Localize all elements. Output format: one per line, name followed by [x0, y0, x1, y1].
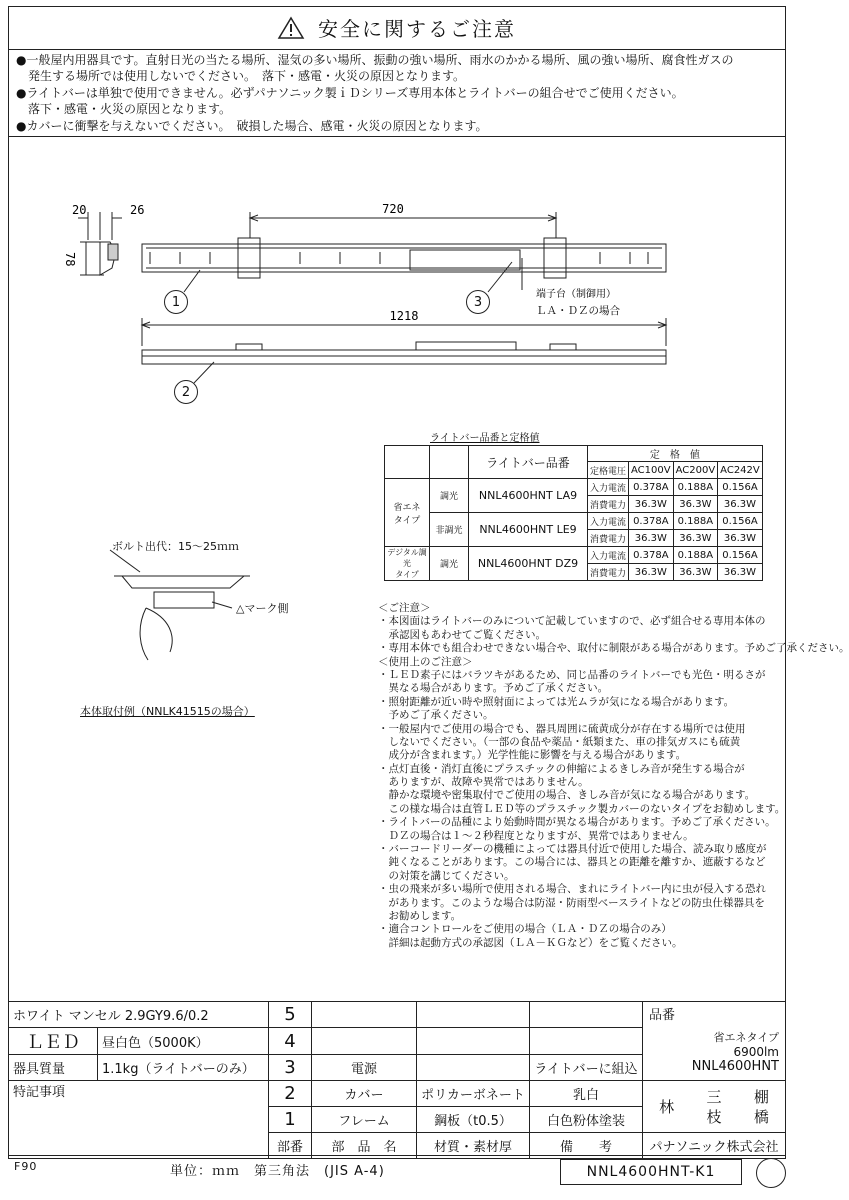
row-current: 入力電流	[588, 513, 629, 530]
nondim-cell: 非調光	[430, 513, 469, 547]
led-value: 昼白色（5000K）	[98, 1028, 269, 1055]
note-line: があります。このような場合は防湿・防雨型ベースライトなどの防虫仕様器具を	[378, 896, 765, 909]
product-cell: NNL4600HNT LA9	[469, 479, 588, 513]
note-line: ・専用本体でも組合わせできない場合や、取付に制限がある場合があります。予めご了承ください。	[378, 642, 849, 655]
note-line: ・虫の飛来が多い場所で使用される場合、まれにライトバー内に虫が侵入する恐れ	[378, 883, 766, 896]
note-line: この様な場合は直管ＬＥＤ等のプラスチック製カバーのないタイプをお勧めします。	[378, 802, 786, 815]
r3-name: 電源	[312, 1055, 417, 1081]
r2-name: カバー	[312, 1081, 417, 1107]
bolt-label: ボルト出代：15～25ｍｍ	[112, 540, 239, 553]
note-line: ・ライトバーの品種により始動時間が異なる場合があります。予めご了承ください。	[378, 816, 776, 829]
note-line: 成分が含まれます。）光学性能に影響を与える場合があります。	[378, 749, 687, 762]
r1-material: 鋼板（t0.5）	[417, 1107, 530, 1133]
current-cell: 0.188A	[673, 513, 718, 530]
row-current: 入力電流	[588, 479, 629, 496]
unit-label: 単位：ｍｍ 第三角法 (JIS A-4)	[170, 1164, 385, 1179]
safety-title: 安全に関するご注意	[318, 17, 516, 41]
safety-line: ●ライトバーは単独で使用できません。必ずパナソニック製ｉＤシリーズ専用本体とライトバーの組合せでご使用ください。	[16, 86, 684, 100]
note-line: 詳細は起動方式の承認図（ＬＡ－ＫＧなど）をご覧ください。	[378, 936, 683, 949]
note-line: 鈍くなることがあります。この場合には、器具との距離を離すか、遮蔽するなど	[378, 856, 766, 869]
r1-name: フレーム	[312, 1107, 417, 1133]
col-rating: 定 格 値	[588, 446, 763, 462]
safety-line: ●一般屋内用器具です。直射日光の当たる場所、湿気の多い場所、振動の強い場所、雨水のかかる場所、風の強い場所、腐食性ガスの	[16, 53, 734, 67]
note-line: ・照射距離が近い時や照射面によっては光ムラが気になる場合があります。	[378, 695, 735, 708]
part-no: 1	[269, 1107, 312, 1133]
note-line: ・本図面はライトバーのみについて記載していますので、必ず組合せる専用本体の	[378, 615, 766, 628]
power-cell: 36.3W	[673, 564, 718, 581]
col-no: 部番	[269, 1133, 312, 1159]
current-cell: 0.156A	[718, 547, 763, 564]
sign-2: 三	[706, 1087, 722, 1106]
r3-remark: ライトバーに組込	[530, 1055, 643, 1081]
row-current: 入力電流	[588, 547, 629, 564]
dim-cell: 調光	[430, 547, 469, 581]
note-line: ＜ご注意＞	[378, 602, 431, 614]
note-line: しないでください。（一部の食品や薬品・紙類また、車の排気ガスにも硫黄	[378, 735, 741, 748]
dim-720: 720	[382, 202, 404, 216]
special-label: 特記事項	[9, 1081, 269, 1159]
dim-26: 26	[130, 203, 145, 217]
safety-header	[8, 6, 786, 50]
row-power: 消費電力	[588, 564, 629, 581]
hinban-label: 品番	[649, 1008, 676, 1023]
safety-line: ●カバーに衝撃を与えないでください。 破損した場合、感電・火災の原因となります。	[16, 119, 488, 133]
current-cell: 0.378A	[629, 513, 674, 530]
sign-5: 橋	[753, 1107, 769, 1126]
mark-label: △マーク側	[236, 602, 289, 615]
part-no: 5	[269, 1002, 312, 1028]
voltage-cell: AC100V	[629, 462, 674, 479]
spec-table	[384, 445, 763, 581]
fixture-drawing	[0, 140, 792, 430]
sign-4: 枝	[706, 1107, 722, 1126]
power-cell: 36.3W	[629, 496, 674, 513]
power-cell: 36.3W	[718, 530, 763, 547]
sign-1: 林	[659, 1098, 675, 1116]
note-line: 予めご了承ください。	[378, 709, 494, 722]
col-name: 部 品 名	[312, 1133, 417, 1159]
product-cell: NNL4600HNT DZ9	[469, 547, 588, 581]
company: パナソニック株式会社	[643, 1133, 786, 1159]
voltage-cell: AC200V	[673, 462, 718, 479]
note-line: ・適合コントロールをご使用の場合（ＬＡ・ＤＺの場合のみ）	[378, 923, 672, 936]
led-label: ＬＥＤ	[9, 1028, 98, 1055]
voltage-cell: AC242V	[718, 462, 763, 479]
note-line: 承認図もあわせてご覧ください。	[378, 628, 546, 641]
note-line: ・一般屋内でご使用の場合でも、器具周囲に硫黄成分が存在する場所では使用	[378, 722, 746, 735]
part-no: 2	[269, 1081, 312, 1107]
note-line: の対策を講じてください。	[378, 869, 515, 882]
power-cell: 36.3W	[718, 496, 763, 513]
divider	[8, 136, 786, 137]
note-line: ありますが、故障や異常ではありません。	[378, 776, 589, 789]
dim-1218: 1218	[389, 309, 419, 323]
part-no: 4	[269, 1028, 312, 1055]
current-cell: 0.156A	[718, 513, 763, 530]
type-digital: デジタル調光 タイプ	[385, 547, 430, 581]
sign-3: 棚	[753, 1087, 769, 1106]
r2-material: ポリカーボネート	[417, 1081, 530, 1107]
col-material: 材質・素材厚	[417, 1133, 530, 1159]
lumen: 6900lm	[733, 1045, 779, 1059]
mass-label: 器具質量	[9, 1055, 98, 1081]
note-line: ・点灯直後・消灯直後にプラスチックの伸縮によるきしみ音が発生する場合が	[378, 762, 745, 775]
part-callout-3: 3	[466, 290, 490, 314]
dim-78: 78	[63, 252, 77, 267]
part-callout-1: 1	[164, 290, 188, 314]
current-cell: 0.378A	[629, 547, 674, 564]
note-line: 静かな環境や密集取付でご使用の場合、きしみ音が気になる場合があります。	[378, 789, 756, 802]
product-cell: NNL4600HNT LE9	[469, 513, 588, 547]
warning-icon	[278, 17, 304, 39]
part-callout-2: 2	[174, 380, 198, 404]
drawing-number: NNL4600HNT-K1	[560, 1159, 742, 1185]
note-line: ・バーコードリーダーの機種によっては器具付近で使用した場合、読み取り感度が	[378, 843, 767, 856]
power-cell: 36.3W	[629, 530, 674, 547]
power-cell: 36.3W	[629, 564, 674, 581]
power-cell: 36.3W	[718, 564, 763, 581]
finish-label: ホワイト マンセル 2.9GY9.6/0.2	[9, 1002, 269, 1028]
spec-table-title: ライトバー品番と定格値	[430, 433, 540, 444]
notes-block	[378, 602, 849, 950]
form-code: F90	[14, 1160, 38, 1173]
dim-cell: 調光	[430, 479, 469, 513]
revision-circle	[756, 1158, 786, 1188]
mount-caption: 本体取付例（NNLK41515の場合）	[80, 705, 255, 718]
row-power: 消費電力	[588, 530, 629, 547]
terminal-label: 端子台（制御用）	[536, 289, 616, 300]
r2-remark: 乳白	[530, 1081, 643, 1107]
type-eco: 省エネ タイプ	[385, 479, 430, 547]
col-product: ライトバー品番	[469, 446, 588, 479]
note-line: ＤＺの場合は１～２秒程度となりますが、異常ではありません。	[378, 829, 694, 842]
model: NNL4600HNT	[691, 1059, 779, 1074]
terminal-sub: ＬＡ・ＤＺの場合	[536, 305, 620, 317]
power-cell: 36.3W	[673, 530, 718, 547]
current-cell: 0.188A	[673, 547, 718, 564]
current-cell: 0.156A	[718, 479, 763, 496]
current-cell: 0.188A	[673, 479, 718, 496]
title-block	[8, 1001, 786, 1159]
col-remark: 備 考	[530, 1133, 643, 1159]
r1-remark: 白色粉体塗装	[530, 1107, 643, 1133]
note-line: ＜使用上のご注意＞	[378, 655, 473, 668]
safety-line: 発生する場所では使用しないでください。 落下・感電・火災の原因となります。	[16, 69, 466, 83]
mass-value: 1.1kg（ライトバーのみ）	[98, 1055, 269, 1081]
current-cell: 0.378A	[629, 479, 674, 496]
type-text: 省エネタイプ	[713, 1031, 779, 1044]
part-no: 3	[269, 1055, 312, 1081]
dim-20: 20	[72, 203, 87, 217]
col-voltage: 定格電圧	[588, 462, 629, 479]
row-power: 消費電力	[588, 496, 629, 513]
note-line: ・ＬＥＤ素子にはバラツキがあるため、同じ品番のライトバーでも光色・明るさが	[378, 668, 766, 681]
safety-line: 落下・感電・火災の原因となります。	[16, 102, 232, 116]
note-line: 異なる場合があります。予めご了承ください。	[378, 682, 609, 695]
note-line: お勧めします。	[378, 909, 462, 922]
power-cell: 36.3W	[673, 496, 718, 513]
